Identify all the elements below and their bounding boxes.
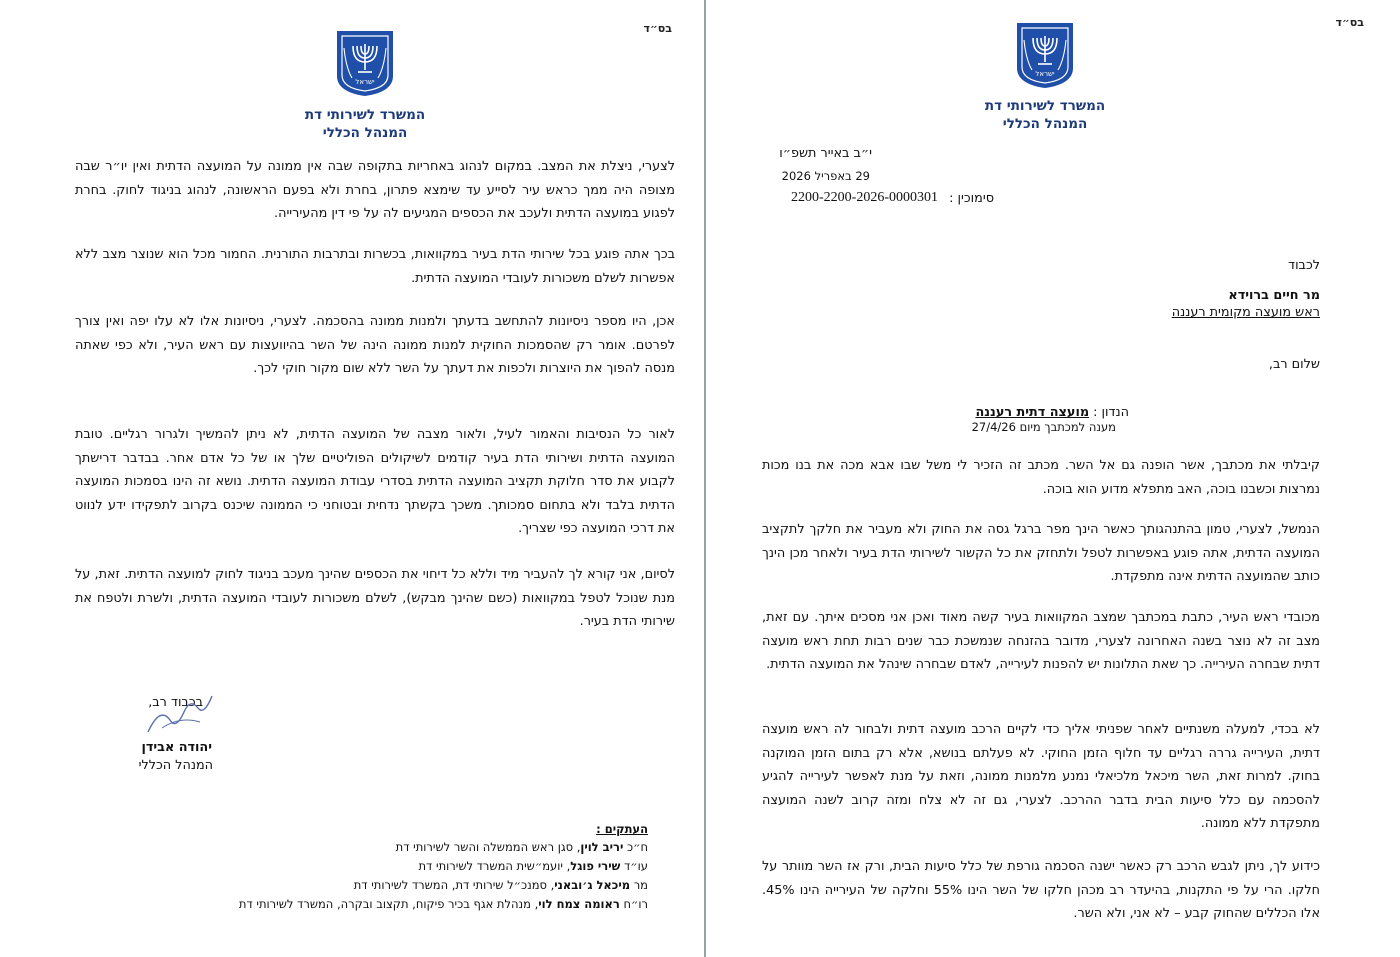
state-emblem-icon [1014,20,1076,90]
body-paragraph: אכן, היו מספר ניסיונות להתחשב בדעתך ולמנות ממונה בהסכמה. לצערי, ניסיונות אלו לא עלו יפה ואין צורך לפרטם. אומר רק שהסמכות החוקית למנות ממונה הינה של השר בהיוועצות עם ראש העיר, ולא כפי שאתה מנסה להפוך את היוצרות ולכפות את דעתך על השר ללא שום מקור חוקי לכך. [75,314,675,376]
signer-name: יהודה אבידן [141,740,212,755]
subject-title: מועצה דתית רעננה [975,405,1090,420]
greeting: שלום רב, [1268,357,1320,372]
body-paragraph: כידוע לך, ניתן לגבש הרכב רק כאשר ישנה הסכמה גורפת של כלל סיעות הבית, ורק אז השר מוותר על חלקו. הרי על פי התקנות, בהיעדר רב מכהן חלקו של השר הינו 55% וחלקה של העירייה הינו 45%. אלו הכללים שהחוק קבע – לא אני, ולא השר. [762,859,1320,921]
signer-title: המנהל הכללי [138,758,213,773]
copy-recipient: מר מיכאל ג׳ובאני, סמנכ״ל שירותי דת, המשרד לשירותי דת [353,878,648,892]
gregorian-date: 29 באפריל 2026 [781,169,870,183]
recipient-name: מר חיים ברוידא [1228,288,1320,303]
recipient-title: ראש מועצה מקומית רעננה [1171,305,1320,320]
body-paragraph: בכך אתה פוגע בכל שירותי הדת בעיר במקוואות, בכשרות ובתרבות התורנית. החמור מכל הוא שנוצר מצב ללא אפשרות לשלם משכורות לעובדי המועצה הדתית. [75,247,675,286]
subject-label: הנדון : [1093,405,1129,420]
svg-text:ישראל: ישראל [355,78,375,86]
ministry-header [268,106,462,142]
copy-recipient: ח״כ יריב לוין, סגן ראש הממשלה והשר לשירותי דת [395,840,648,854]
body-paragraph: מכובדי ראש העיר, כתבת במכתבך שמצב המקוואות בעיר קשה מאוד ואכן אני מסכים איתך. עם זאת, מצב זה לא נוצר בשנה האחרונה לצערי, מדובר בהזנחה שנמשכת כבר שנים רבות תחת ראש מועצה דתית שבחרה העירייה. כך שאת התלונות יש להפנות לעירייה, לאדם שבחרה שינהל את המועצה הדתית. [762,610,1320,672]
body-paragraph: לצערי, ניצלת את המצב. במקום לנהוג באחריות בתקופה שבה אין ממונה על המועצה הדתית ואין יו״ר שבה מצופה היה ממך כראש עיר לסייע עד שימצא פתרון, בחרת ולא בפעם הראשונה, לנהוג בניגוד לחוק. בחרת לפגוע במועצה הדתית ולעכב את הכספים המגיעים לה על פי דין מהעירייה. [75,159,675,221]
department-name: המנהל הכללי [1002,116,1088,132]
copy-recipient: עו״ד שירי פוגל, יועמ״שית המשרד לשירותי דת [418,859,648,873]
copy-recipient: רו״ח ראומה צמח לוי, מנהלת אגף בכיר פיקוח, תקצוב ובקרה, המשרד לשירותי דת [238,897,648,911]
reference-label: סימוכין : [949,191,994,206]
subject-line [975,405,1129,420]
body-paragraph: לאור כל הנסיבות והאמור לעיל, ולאור מצבה של המועצה הדתית, לא ניתן להמשיך ולגרור רגליים. טובת המועצה הדתית ושירותי הדת בעיר קודמים לשיקולים הפוליטיים שלך או של כל אדם אחר. בבדבר דרישתך לקבוע את סדר חלוקת תקציב המועצה הדתית בסדרי עבודת המועצה הדתית. נושא זה הינו בסמכות המועצה הדתית בלבד ולא בתחום סמכותך. משכך בקשתך נדחית ובטוחני כי הממונה שיכנס בקרוב לתפקידו ידע לנווט את דרכי המועצה כפי שצריך. [75,427,675,536]
ministry-name: המשרד לשירותי דת [984,98,1106,114]
letter-page-1 [712,0,1400,957]
state-emblem-icon [334,28,396,98]
hebrew-date: י״ב באייר תשפ״ו [779,146,872,161]
subject-reference: מענה למכתבך מיום 27/4/26 [971,420,1116,434]
body-paragraph: הנמשל, לצערי, טמון בהתנהגותך כאשר הינך מפר ברגל גסה את החוק ולא מעביר את חלקך לתקציב המועצה הדתית, אתה פוגע באפשרות לטפל ולתחזק את כל הקשור לשירותי הדת בעיר ולאחר מכן הינך כותב שהמועצה הדתית אינה מתפקדת. [762,522,1320,584]
page-divider [704,0,706,957]
body-paragraph: לא בכדי, למעלה משנתיים לאחר שפניתי אליך כדי לקיים הרכב מועצה דתית ולבחור לה ראש מועצה דתית, העירייה גררה רגליים עד חלוף הזמן החוקי. לא פעלתם בנושא, אלא רק בתום הזמן המוקנה בחוק. למרות זאת, השר מיכאל מלכיאלי נמנע מלמנות ממונה, וזאת על מנת לאפשר לעירייה להגיע להסכמה עם כלל סיעות הבית בדבר ההרכב. לצערי, גם זה לא צלח ומזה קרוב לשנה המועצה מתפקדת ללא ממונה. [762,722,1320,831]
closing: בכבוד רב, [148,695,203,710]
bsd-mark: בס״ד [643,22,672,35]
svg-text:ישראל: ישראל [1035,70,1055,78]
reference-number: 2200-2200-2026-0000301 [791,190,938,205]
department-name: המנהל הכללי [322,125,408,141]
signature-icon [140,686,220,740]
copies-label: העתקים : [596,822,648,836]
bsd-mark: בס״ד [1335,16,1364,29]
ministry-name: המשרד לשירותי דת [304,107,426,123]
body-paragraph: קיבלתי את מכתבך, אשר הופנה גם אל השר. מכתב זה הזכיר לי משל שבו אבא מכה את בנו מכות נמרצות וכשבנו בוכה, האב מתפלא מדוע הוא בוכה. [762,458,1320,497]
ministry-header [948,97,1142,133]
to-label: לכבוד [1288,258,1320,273]
body-paragraph: לסיום, אני קורא לך להעביר מיד וללא כל דיחוי את הכספים שהינך מעכב בניגוד לחוק למועצה הדתית. זאת, על מנת שנוכל לטפל במקוואות (כשם שהינך מבקש), לשלם משכורות לעובדי המועצה הדתית, ולשרת ולטפח את שירותי הדת בעיר. [75,567,675,629]
